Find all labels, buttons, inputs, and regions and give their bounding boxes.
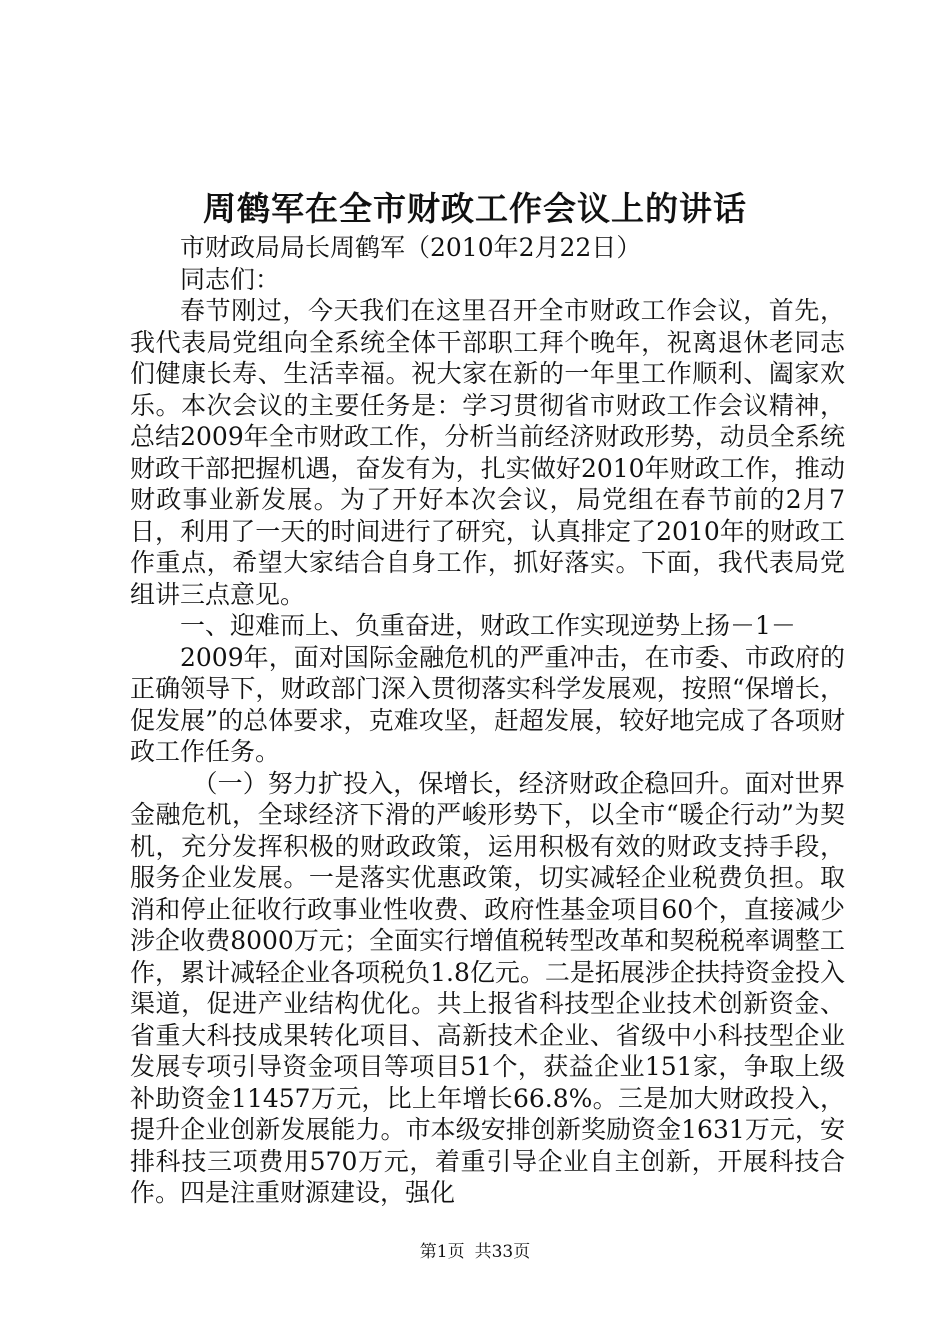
salutation: 同志们： [180,264,281,294]
page-title: 周鹤军在全市财政工作会议上的讲话 [203,189,747,228]
paragraph: 春节刚过，今天我们在这里召开全市财政工作会议，首先，我代表局党组向全系统全体干部职工拜个晚年，祝离退休老同志们健康长寿、生活幸福。祝大家在新的一年里工作顺利、阖家欢乐。本次会议的主要任务是：学习贯彻省市财政工作会议精神，总结2009年全市财政工作，分析当前经济财政形势，动员全系统财政干部把握机遇，奋发有为，扎实做好2010年财政工作，推动财政事业新发展。为了开好本次会议，局党组在春节前的2月7日，利用了一天的时间进行了研究，认真排定了2010年的财政工作重点，希望大家结合自身工作，抓好落实。下面，我代表局党组讲三点意见。 [130,296,845,609]
document-body [130,232,845,1209]
author-line: 市财政局局长周鹤军（2010年2月22日） [180,233,642,262]
page-total: 共33页 [474,1242,531,1262]
page-number: 第1页 [419,1242,465,1262]
section-heading: 一、迎难而上、负重奋进，财政工作实现逆势上扬－1－ [180,611,796,640]
paragraph: 2009年，面对国际金融危机的严重冲击，在市委、市政府的正确领导下，财政部门深入贯彻落实科学发展观，按照“保增长，促发展”的总体要求，克难攻坚，赶超发展，较好地完成了各项财政工作任务。 [130,642,845,766]
page-footer [0,1240,950,1264]
paragraph: （一）努力扩投入，保增长，经济财政企稳回升。面对世界金融危机，全球经济下滑的严峻形势下，以全市“暖企行动”为契机，充分发挥积极的财政政策，运用积极有效的财政支持手段，服务企业发展。一是落实优惠政策，切实减轻企业税费负担。取消和停止征收行政事业性收费、政府性基金项目60个，直接减少涉企收费8000万元；全面实行增值税转型改革和契税税率调整工作，累计减轻企业各项税负1.8亿元。二是拓展涉企扶持资金投入渠道，促进产业结构优化。共上报省科技型企业技术创新资金、省重大科技成果转化项目、高新技术企业、省级中小科技型企业发展专项引导资金项目等项目51个，获益企业151家，争取上级补助资金11457万元，比上年增长66.8%。三是加大财政投入，提升企业创新发展能力。市本级安排创新奖励资金1631万元，安排科技三项费用570万元，着重引导企业自主创新，开展科技合作。四是注重财源建设，强化 [130,768,845,1207]
